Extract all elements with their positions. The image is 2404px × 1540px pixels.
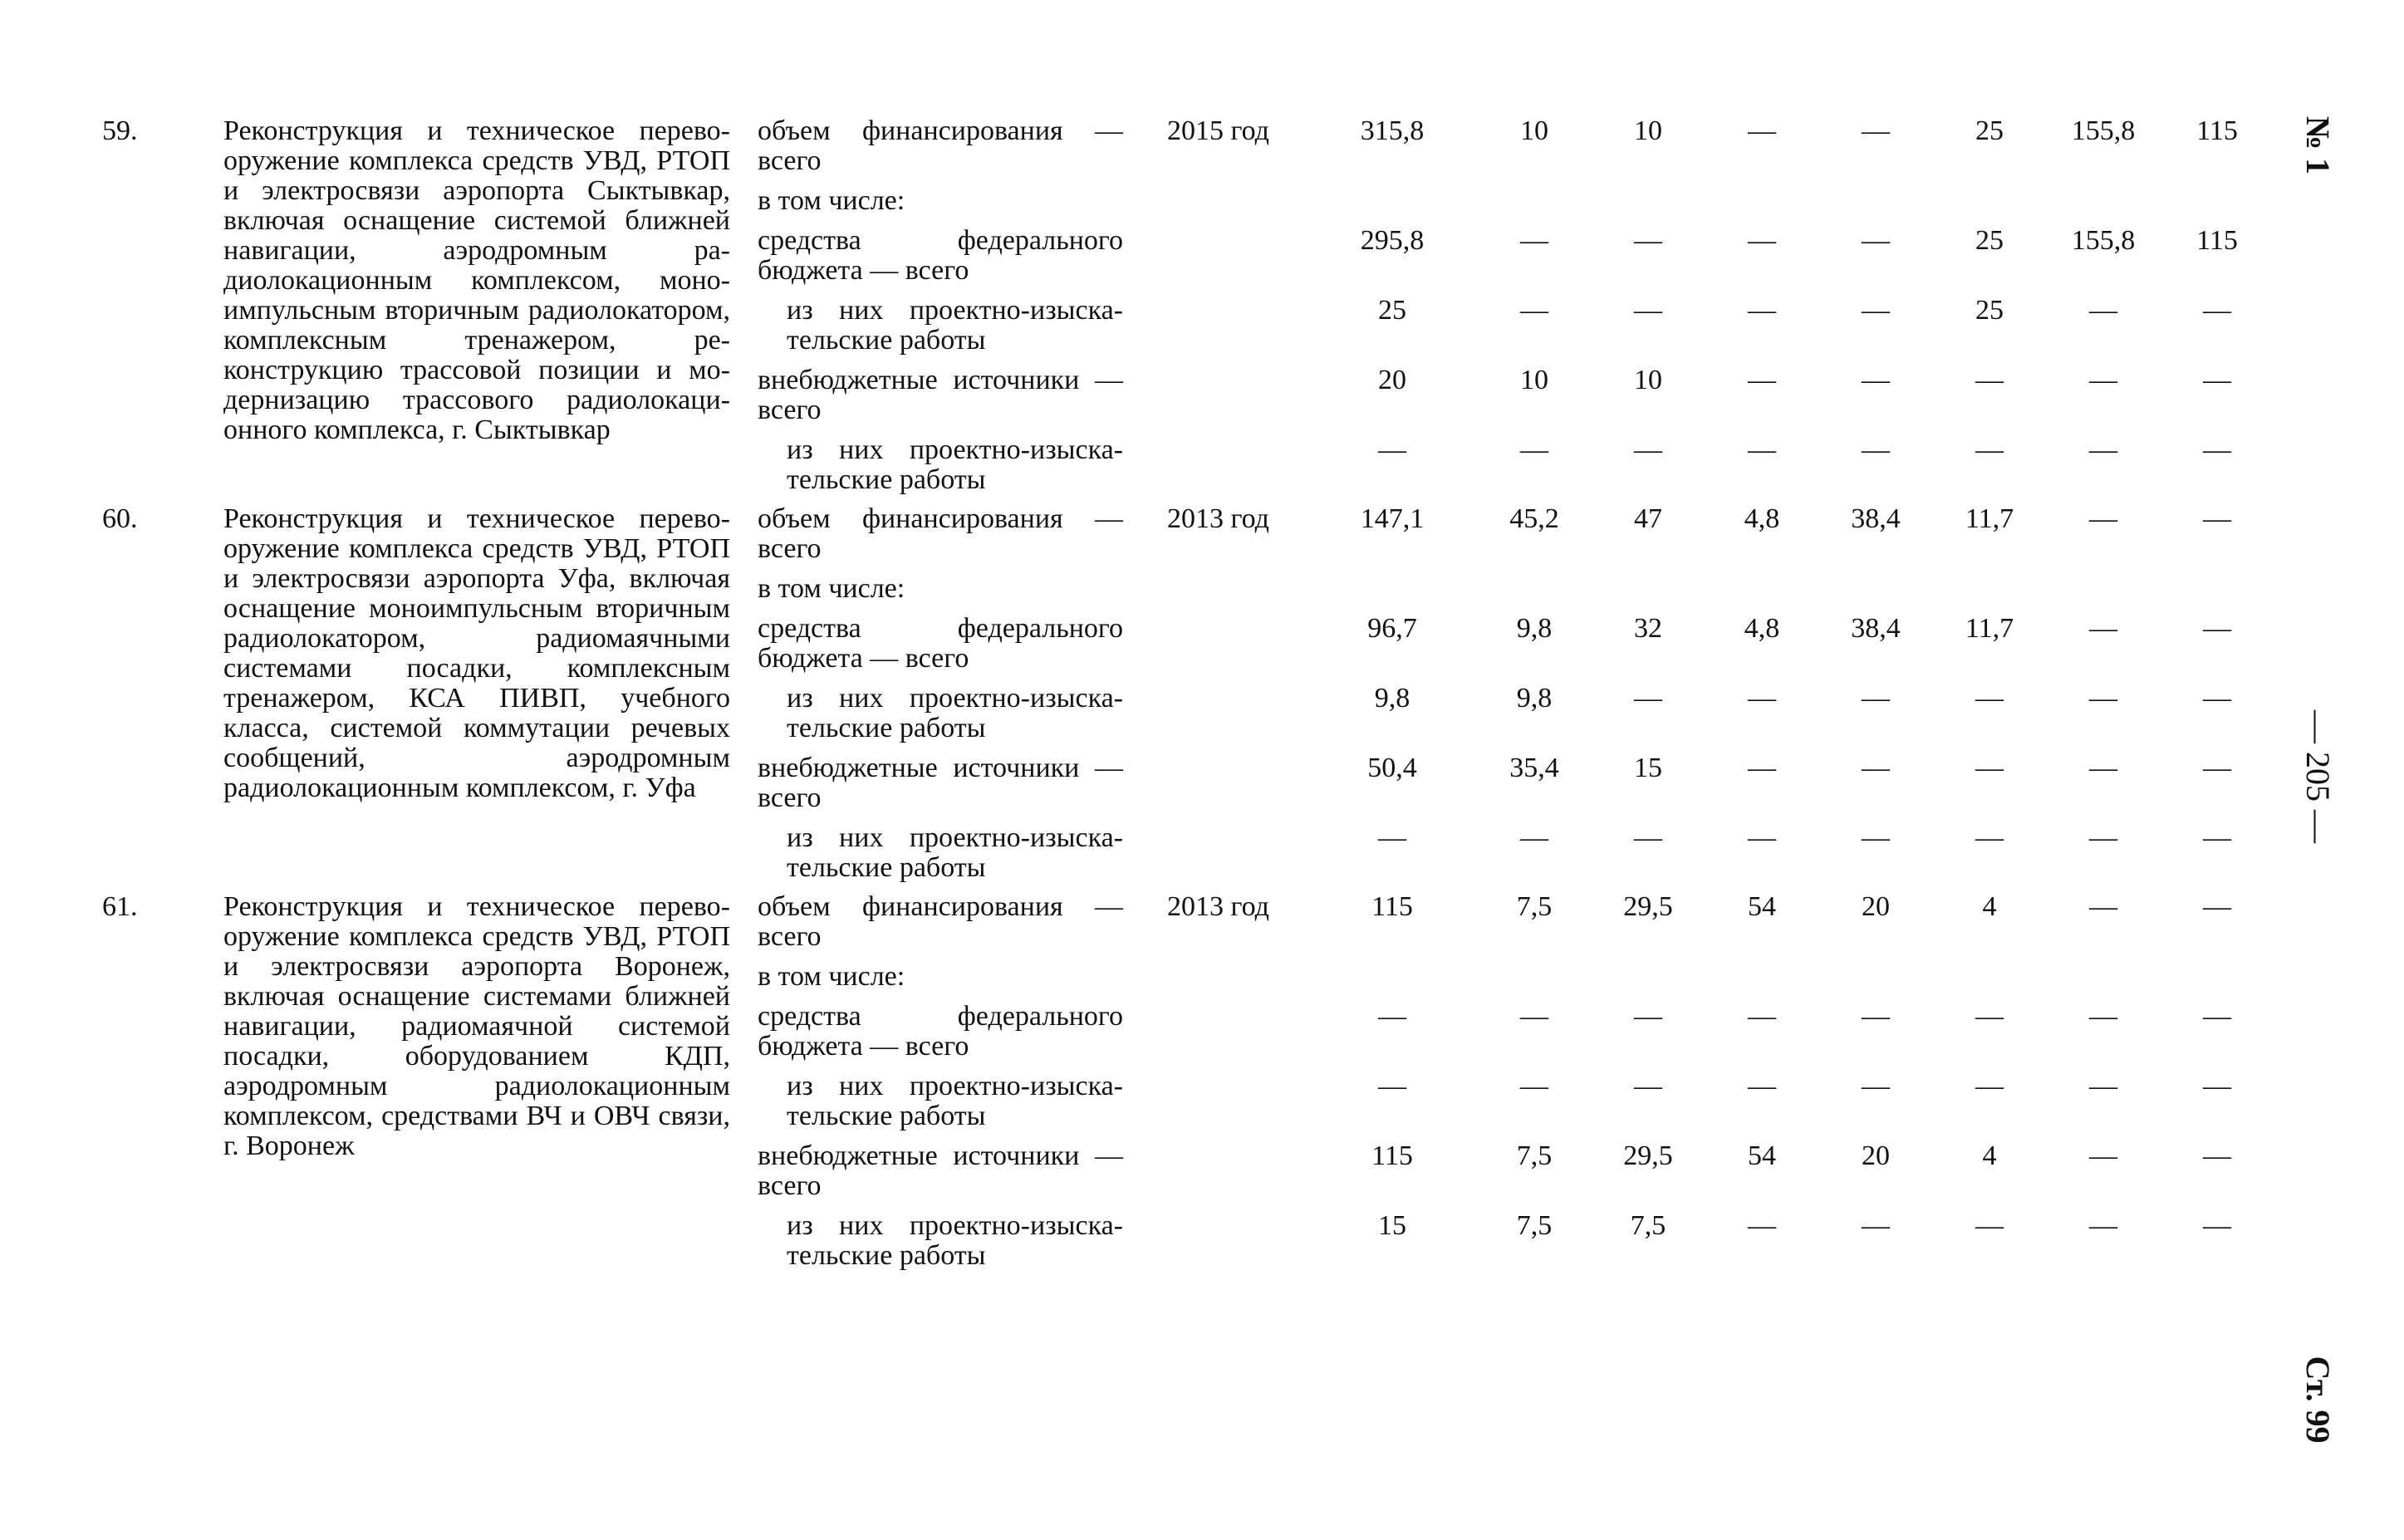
table-row	[0, 684, 2293, 753]
row-year: 2015 год	[1167, 115, 1269, 146]
value-cell: —	[1520, 1001, 1548, 1032]
value-cell: —	[1748, 115, 1776, 146]
value-cell: —	[1862, 1001, 1890, 1032]
row-description: из них проектно-изыскательские работы	[787, 683, 1123, 743]
entry-title: Реконструкция и техническое перевооружение комплекса средств УВД, РТОП и электросвязи аэропорта Уфа, включая оснащение моноимпульсным вторичным радиолокатором, радиомаячными системами посадки, комплексным тренажером, КСА ПИВП, учебного класса, системой коммутации речевых сообщений, аэродромным радиолокационным комплексом, г. Уфа	[223, 503, 730, 803]
value-cell: 147,1	[1360, 503, 1425, 534]
value-cell: —	[2089, 1071, 2117, 1101]
value-cell: 155,8	[2071, 115, 2136, 146]
value-cell: —	[1748, 683, 1776, 714]
value-cell: —	[1634, 295, 1662, 326]
value-cell: —	[2089, 1210, 2117, 1241]
value-cell: —	[1862, 1071, 1890, 1101]
value-cell: 20	[1862, 891, 1890, 922]
value-cell: —	[2203, 295, 2231, 326]
value-cell: —	[2089, 753, 2117, 783]
value-cell: —	[1748, 1071, 1776, 1101]
value-cell: —	[2203, 613, 2231, 644]
value-cell: —	[1862, 1210, 1890, 1241]
row-description: средства федерального бюджета — всего	[758, 1001, 1123, 1062]
value-cell: 115	[1371, 891, 1413, 922]
value-cell: —	[2089, 1001, 2117, 1032]
value-cell: —	[2089, 365, 2117, 395]
row-description: из них проектно-изыскательские работы	[787, 295, 1123, 356]
table-row	[0, 892, 2293, 962]
value-cell: —	[2203, 365, 2231, 395]
value-cell: —	[2203, 1001, 2231, 1032]
value-cell: —	[1975, 1071, 2004, 1101]
value-cell: 4	[1982, 1140, 1997, 1171]
table-row	[0, 1141, 2293, 1211]
row-description: средства федерального бюджета — всего	[758, 613, 1123, 674]
value-cell: —	[1862, 295, 1890, 326]
value-cell: 7,5	[1516, 1140, 1553, 1171]
value-cell: 38,4	[1851, 613, 1901, 644]
value-cell: 4,8	[1744, 503, 1780, 534]
value-cell: —	[1975, 1001, 2004, 1032]
value-cell: —	[1975, 753, 2004, 783]
value-cell: —	[1378, 1071, 1406, 1101]
value-cell: 25	[1975, 115, 2004, 146]
value-cell: —	[1748, 434, 1776, 465]
table-row	[0, 296, 2293, 365]
issue-number: № 1	[2299, 115, 2337, 175]
value-cell: 32	[1634, 613, 1662, 644]
value-cell: —	[2089, 613, 2117, 644]
value-cell: —	[1748, 365, 1776, 395]
table-row	[0, 365, 2293, 435]
table-row	[0, 1072, 2293, 1141]
value-cell: —	[1748, 295, 1776, 326]
row-description: средства федерального бюджета — всего	[758, 225, 1123, 286]
entry-number: 61.	[102, 891, 138, 922]
value-cell: —	[2203, 1140, 2231, 1171]
value-cell: —	[1378, 1001, 1406, 1032]
value-cell: —	[1748, 753, 1776, 783]
value-cell: 10	[1520, 115, 1548, 146]
value-cell: —	[1862, 365, 1890, 395]
row-description: объем финансирования — всего	[758, 891, 1123, 952]
value-cell: —	[1975, 822, 2004, 853]
value-cell: —	[1748, 225, 1776, 256]
value-cell: —	[1378, 434, 1406, 465]
row-description: в том числе:	[758, 573, 905, 604]
value-cell: 25	[1975, 295, 2004, 326]
value-cell: —	[2203, 503, 2231, 534]
row-description: в том числе:	[758, 961, 905, 992]
value-cell: 115	[2196, 225, 2238, 256]
value-cell: 20	[1378, 365, 1406, 395]
value-cell: 15	[1378, 1210, 1406, 1241]
value-cell: —	[1975, 434, 2004, 465]
value-cell: —	[1975, 365, 2004, 395]
value-cell: —	[2089, 295, 2117, 326]
value-cell: —	[1975, 683, 2004, 714]
value-cell: —	[2089, 434, 2117, 465]
value-cell: —	[1634, 1001, 1662, 1032]
value-cell: 9,8	[1374, 683, 1411, 714]
value-cell: 50,4	[1367, 753, 1417, 783]
table-row	[0, 614, 2293, 684]
value-cell: —	[2203, 1071, 2231, 1101]
value-cell: —	[2089, 503, 2117, 534]
value-cell: 7,5	[1516, 1210, 1553, 1241]
value-cell: 54	[1748, 1140, 1776, 1171]
row-year: 2013 год	[1167, 891, 1269, 922]
value-cell: —	[1975, 1210, 2004, 1241]
value-cell: 115	[2196, 115, 2238, 146]
value-cell: —	[2203, 891, 2231, 922]
value-cell: —	[2203, 822, 2231, 853]
row-description: в том числе:	[758, 185, 905, 216]
value-cell: 25	[1975, 225, 2004, 256]
row-description: из них проектно-изыскательские работы	[787, 1210, 1123, 1271]
value-cell: 11,7	[1965, 613, 2014, 644]
entry-number: 59.	[102, 115, 138, 146]
table-row	[0, 823, 2293, 893]
value-cell: —	[2089, 891, 2117, 922]
value-cell: 4	[1982, 891, 1997, 922]
row-description: из них проектно-изыскательские работы	[787, 434, 1123, 495]
value-cell: 38,4	[1851, 503, 1901, 534]
value-cell: 9,8	[1516, 683, 1553, 714]
value-cell: —	[2089, 683, 2117, 714]
value-cell: —	[1634, 1071, 1662, 1101]
value-cell: —	[1634, 434, 1662, 465]
value-cell: 7,5	[1516, 891, 1553, 922]
value-cell: —	[1748, 822, 1776, 853]
value-cell: —	[1748, 1210, 1776, 1241]
value-cell: —	[2203, 434, 2231, 465]
row-description: объем финансирования — всего	[758, 503, 1123, 564]
value-cell: 11,7	[1965, 503, 2014, 534]
value-cell: —	[1634, 822, 1662, 853]
value-cell: —	[1862, 225, 1890, 256]
value-cell: 29,5	[1623, 1140, 1673, 1171]
value-cell: 54	[1748, 891, 1776, 922]
value-cell: 10	[1634, 365, 1662, 395]
table-row	[0, 226, 2293, 296]
value-cell: —	[1520, 225, 1548, 256]
value-cell: —	[1862, 115, 1890, 146]
value-cell: 96,7	[1367, 613, 1417, 644]
value-cell: 35,4	[1509, 753, 1559, 783]
value-cell: 15	[1634, 753, 1662, 783]
table-row	[0, 1002, 2293, 1072]
row-description: из них проектно-изыскательские работы	[787, 1071, 1123, 1131]
value-cell: 315,8	[1360, 115, 1425, 146]
entry-title: Реконструкция и техническое перевооружение комплекса средств УВД, РТОП и электросвязи аэропорта Воронеж, включая оснащение системами ближней навигации, радиомаячной системой посадки, оборудованием КДП, аэродромным радиолокационным комплексом, средствами ВЧ и ОВЧ связи, г. Воронеж	[223, 891, 730, 1161]
table-row	[0, 753, 2293, 823]
value-cell: 29,5	[1623, 891, 1673, 922]
value-cell: —	[1634, 683, 1662, 714]
value-cell: —	[1520, 295, 1548, 326]
value-cell: 295,8	[1360, 225, 1425, 256]
value-cell: 47	[1634, 503, 1662, 534]
value-cell: 10	[1634, 115, 1662, 146]
value-cell: —	[2203, 683, 2231, 714]
table-row	[0, 435, 2293, 505]
row-description: внебюджетные источники — всего	[758, 365, 1123, 425]
value-cell: —	[2089, 1140, 2117, 1171]
table-row	[0, 504, 2293, 574]
value-cell: 20	[1862, 1140, 1890, 1171]
row-description: объем финансирования — всего	[758, 115, 1123, 176]
value-cell: —	[1520, 822, 1548, 853]
entry-number: 60.	[102, 503, 138, 534]
value-cell: 4,8	[1744, 613, 1780, 644]
entry-title: Реконструкция и техническое перевооружение комплекса средств УВД, РТОП и электросвязи аэропорта Сыктывкар, включая оснащение системой ближней навигации, аэродромным радиолокационным комплексом, моноимпульсным вторичным радиолокатором, комплексным тренажером, реконструкцию трассовой позиции и модернизацию трассового радиолокационного комплекса, г. Сыктывкар	[223, 115, 730, 445]
value-cell: —	[1748, 1001, 1776, 1032]
value-cell: 45,2	[1509, 503, 1559, 534]
value-cell: 10	[1520, 365, 1548, 395]
value-cell: 25	[1378, 295, 1406, 326]
value-cell: —	[1520, 434, 1548, 465]
value-cell: 115	[1371, 1140, 1413, 1171]
value-cell: —	[1520, 1071, 1548, 1101]
value-cell: —	[1862, 822, 1890, 853]
article-number: Ст. 99	[2299, 1356, 2337, 1444]
value-cell: —	[1634, 225, 1662, 256]
value-cell: 7,5	[1630, 1210, 1666, 1241]
value-cell: —	[2089, 822, 2117, 853]
value-cell: —	[1862, 683, 1890, 714]
page-number: — 205 —	[2299, 710, 2337, 843]
value-cell: —	[2203, 753, 2231, 783]
row-description: внебюджетные источники — всего	[758, 753, 1123, 813]
table-row	[0, 116, 2293, 186]
table-row	[0, 1211, 2293, 1281]
row-description: внебюджетные источники — всего	[758, 1140, 1123, 1201]
value-cell: 9,8	[1516, 613, 1553, 644]
row-year: 2013 год	[1167, 503, 1269, 534]
value-cell: 155,8	[2071, 225, 2136, 256]
value-cell: —	[1862, 434, 1890, 465]
value-cell: —	[2203, 1210, 2231, 1241]
value-cell: —	[1378, 822, 1406, 853]
value-cell: —	[1862, 753, 1890, 783]
row-description: из них проектно-изыскательские работы	[787, 822, 1123, 883]
